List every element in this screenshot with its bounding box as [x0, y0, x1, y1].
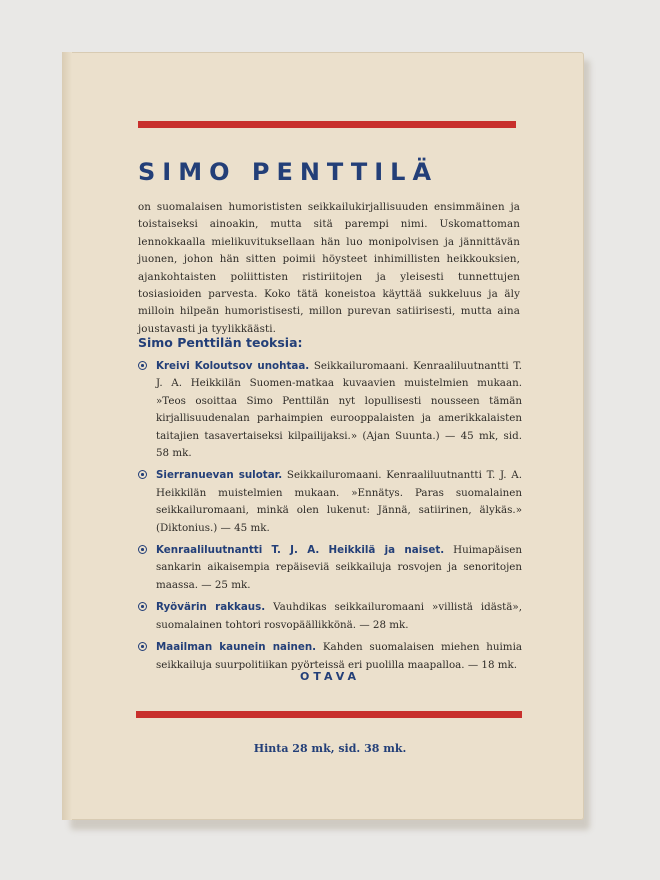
bullet-icon [138, 545, 147, 554]
work-description: Kahden suomalaisen miehen huimia seikkailuja suurpolitiikan pyörteissä eri puolilla maapalloa. — 18 mk. [156, 641, 523, 671]
works-list [138, 358, 522, 679]
bottom-red-rule [136, 711, 522, 718]
price-line: Hinta 28 mk, sid. 38 mk. [253, 742, 407, 755]
work-title: Sierranuevan sulotar. [156, 469, 283, 482]
bullet-icon [138, 470, 147, 479]
bullet-icon [138, 361, 147, 370]
work-title: Maailman kaunein nainen. [156, 641, 317, 654]
work-description: Vauhdikas seikkailuromaani »villistä idästä», suomalainen tohtori rosvopäällikkönä. — 28 mk. [156, 601, 522, 631]
intro-paragraph: on suomalaisen humorististen seikkailukirjallisuuden ensimmäinen ja toistaiseksi ainoakin, mutta sitä parempi nimi. Uskomattoman lennokkaalla mielikuvituksellaan hän luo monipolvisen ja jännittävän juonen, johon hän sitten poimii höysteet inhimillisten heikkouksien, ajankohtaisten poliittisten ristiriitojen ja yleisesti tunnettujen tosiasioiden parvesta. Koko tätä koneistoa käyttää sukkeluus ja äly milloin hilpeän humoristisesti, millon purevan satiirisesti, mutta aina joustavasti ja tyylikkäästi. [138, 201, 520, 335]
work-description: Seikkailuromaani. Kenraaliluutnantti T. J. A. Heikkilän muistelmien mukaan. »Ennätys. Paras suomalainen seikkailuromaani, minkä olen lukenut: Jännä, satiirinen, älykäs.» (Diktonius.) — 45 mk. [156, 469, 522, 534]
list-item [138, 639, 522, 674]
works-heading: Simo Penttilän teoksia: [138, 335, 303, 350]
list-item [138, 599, 522, 634]
list-item [138, 467, 522, 537]
list-item [138, 358, 522, 462]
work-description: Seikkailuromaani. Kenraaliluutnantti T. J. A. Heikkilän Suomen-matkaa kuvaavien muistelmien mukaan. »Teos osoittaa Simo Penttilän nyt lopullisesti nousseen tämän kirjallisuudenalan parhaimpien eurooppalaisten ja amerikkalaisten taitajien tasavertaiseksi kilpailijaksi.» (Ajan Suunta.) — 45 mk, sid. 58 mk. [156, 360, 522, 460]
work-description: Huimapäisen sankarin aikaisempia repäiseviä seikkailuja rosvojen ja senoritojen maassa. — 25 mk. [156, 544, 522, 591]
work-title: Ryövärin rakkaus. [156, 601, 266, 614]
page-edge [62, 52, 72, 820]
bullet-icon [138, 642, 147, 651]
author-title: SIMO PENTTILÄ [138, 158, 439, 186]
bullet-icon [138, 602, 147, 611]
publisher-name: OTAVA [299, 670, 361, 683]
list-item [138, 542, 522, 594]
work-title: Kreivi Koloutsov unohtaa. [156, 360, 310, 372]
top-red-rule [138, 121, 516, 128]
work-title: Kenraaliluutnantti T. J. A. Heikkilä ja naiset. [156, 544, 445, 557]
